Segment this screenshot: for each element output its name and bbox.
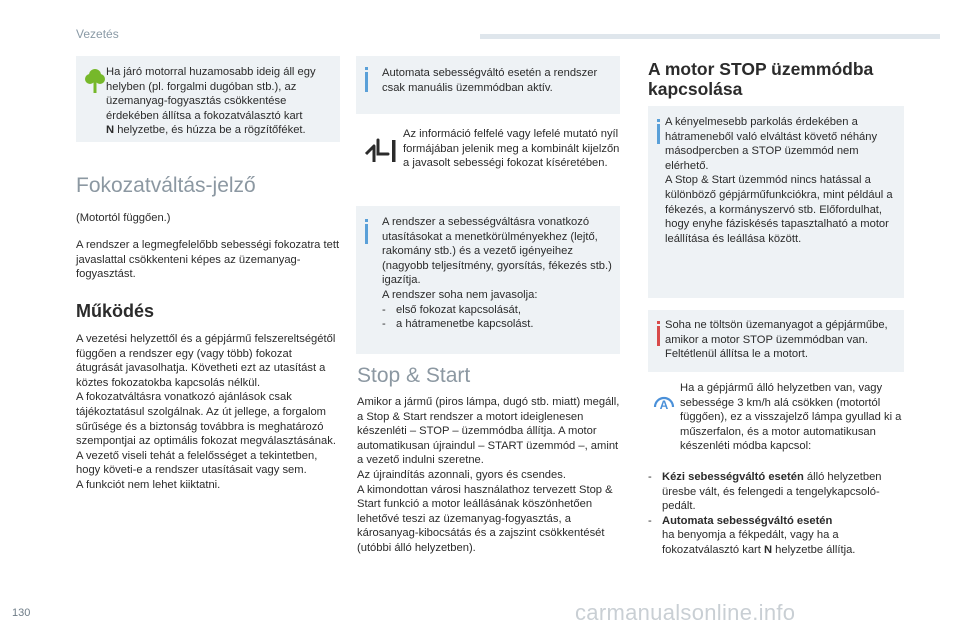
svg-text:A: A bbox=[659, 398, 669, 412]
info-icon bbox=[657, 124, 660, 144]
gear-indicator-intro: A rendszer a legmegfelelőbb sebességi fokozatra tett javaslattal csökkenteni képes az üzemanyag-fogyasztást. bbox=[76, 239, 340, 281]
comfort-note-text: A kényelmesebb parkolás érdekében a hátrameneből való elváltást követő néhány másodpercben a STOP üzemmód nem elérhető. A Stop & Start üzemmód nincs hatással a különböző gépjárműfunkciókra, mint például a fékezés, a kormányszervó stb. Előfordulhat, hogy enyhe fáziskésés tapasztalható a motor leállítása és leállása között. bbox=[665, 116, 893, 245]
list-item: - Automata sebességváltó esetén ha benyomja a fékpedált, vagy ha a fokozatválasztó kart N helyzetbe állítja. bbox=[648, 514, 906, 558]
lamp-note-text: Ha a gépjármű álló helyzetben van, vagy sebessége 3 km/h alá csökken (motortól függően), ez a visszajelző lámpa gyullad ki a műszerfalon, és a motor automatikusan készenléti módba kapcsol: bbox=[680, 382, 902, 453]
page-number: 130 bbox=[12, 607, 31, 619]
eco-note-box bbox=[76, 56, 340, 142]
gear-indicator-engine-note: (Motortól függően.) bbox=[76, 212, 171, 224]
watermark-text: carmanualsonline.info bbox=[575, 600, 796, 625]
list-item: - Kézi sebességváltó esetén álló helyzetben üresbe vált, és felengedi a tengelykapcsoló-pedált. bbox=[648, 470, 906, 514]
gear-indicator-heading: Fokozatváltás-jelző bbox=[76, 174, 256, 197]
section-title: Vezetés bbox=[76, 27, 119, 41]
stop-mode-indicator-lamp-icon bbox=[652, 392, 676, 414]
gear-key-n: N bbox=[106, 124, 115, 137]
tree-icon bbox=[84, 66, 106, 94]
arrow-info-text: Az információ felfelé vagy lefelé mutató nyíl formájában jelenik meg a kombinált kijelzőn a javasolt sebességi fokozat kíséretében. bbox=[403, 128, 620, 170]
gear-shift-arrow-icon bbox=[364, 136, 400, 166]
info-icon bbox=[365, 72, 368, 92]
stop-start-body: Amikor a jármű (piros lámpa, dugó stb. miatt) megáll, a Stop & Start rendszer a motort ideiglenesen készenléti – STOP – üzemmódba állítja. A motor automatikusan újraindul – START üzemmód –, amint a vezető indulni szeretne. Az újraindítás azonnali, gyors és csendes. A kimondottan városi használathoz tervezett Stop & Start funkció a motor leállásának köszönhetően lehetővé teszi az üzemanyag-fogyasztás, a károsanyag-kibocsátás és a zajszint csökkentését (utóbbi álló helyzetben). bbox=[357, 396, 620, 554]
refuel-warning-box bbox=[648, 310, 904, 372]
operation-body: A vezetési helyzettől és a gépjármű felszereltségétől függően a rendszer egy (vagy több) fokozat átugrását javasolhatja. Követheti ezt az utasítást a köztes fokozatokba kapcsolás nélkül. A fokozatváltásra vonatkozó ajánlások csak tájékoztatásul szolgálnak. Az út jellege, a forgalom sűrűsége és a biztonság továbbra is meghatározó szempontjai az optimális fokozat megválasztásának. A vezető viseli tehát a felelősséget a tekintetben, hogy követi-e a rendszer utasításait vagy sem. A funkciót nem lehet kiiktatni. bbox=[76, 333, 336, 491]
list-item: - első fokozat kapcsolását, bbox=[382, 303, 614, 318]
gearbox-list bbox=[648, 470, 906, 558]
header-rule bbox=[480, 34, 940, 39]
info-icon bbox=[365, 224, 368, 244]
adaptation-note-text: A rendszer a sebességváltásra vonatkozó utasításokat a menetkörülményekhez (lejtő, rakomány stb.) és a vezető igényeihez (nagyobb teljesítmény, gyorsítás, fékezés stb.) igazítja. A rendszer soha nem javasolja: bbox=[382, 216, 612, 301]
list-item: - a hátramenetbe kapcsolást. bbox=[382, 317, 614, 332]
not-suggested-list bbox=[382, 303, 614, 332]
adaptation-note-box bbox=[356, 206, 620, 354]
operation-heading: Működés bbox=[76, 301, 155, 321]
eco-note-text: Ha járó motorral huzamosabb ideig áll egy helyben (pl. forgalmi dugóban stb.), az üzemanyag-fogyasztás csökkentése érdekében állítsa a fokozatválasztó kart N helyzetbe, és húzza be a rögzítőféket. bbox=[106, 66, 316, 137]
stop-mode-heading: A motor STOP üzemmódba kapcsolása bbox=[648, 59, 874, 99]
auto-gearbox-note-box bbox=[356, 56, 620, 114]
comfort-note-box bbox=[648, 106, 904, 298]
refuel-warning-text: Soha ne töltsön üzemanyagot a gépjárműbe, amikor a motor STOP üzemmódban van. Feltétlenül állítsa le a motort. bbox=[665, 319, 888, 361]
auto-gearbox-note: Automata sebességváltó esetén a rendszer csak manuális üzemmódban aktív. bbox=[382, 67, 598, 94]
stop-start-heading: Stop & Start bbox=[357, 364, 471, 387]
warning-icon bbox=[657, 326, 660, 346]
